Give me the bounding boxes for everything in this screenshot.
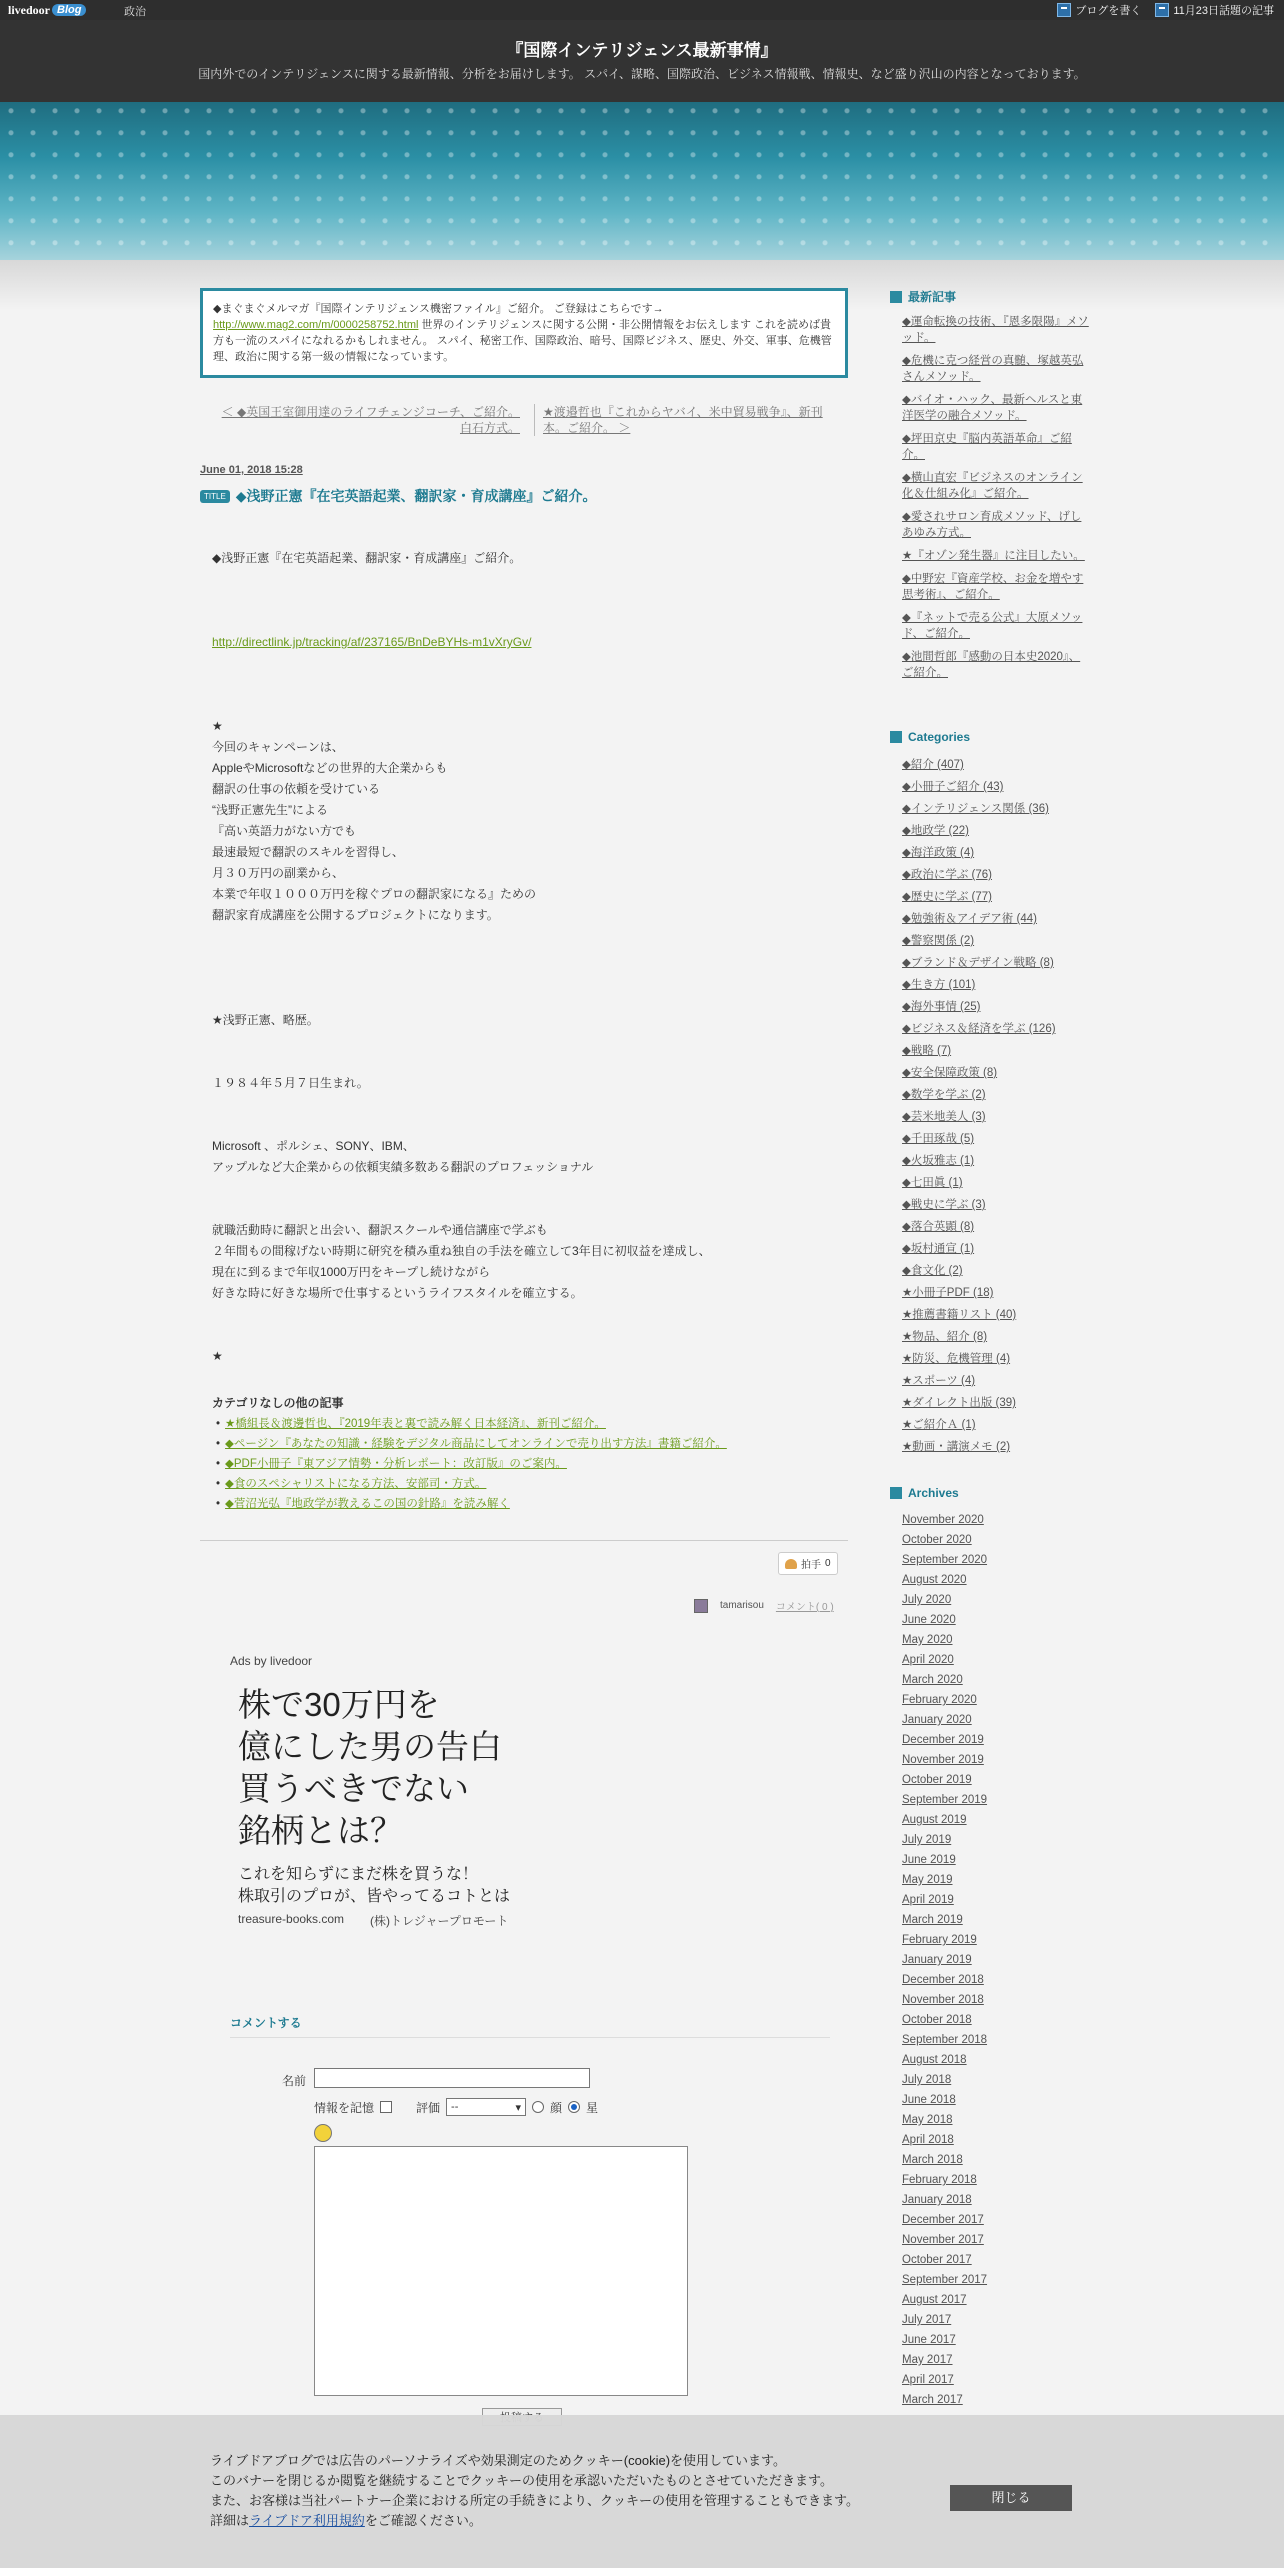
list-item: [902, 1790, 987, 1810]
category-link[interactable]: ◆戦略 (7): [902, 1045, 952, 1057]
category-link[interactable]: ◆食文化 (2): [902, 1265, 963, 1277]
category-link[interactable]: ◆インテリジェンス関係 (36): [902, 803, 1049, 815]
list-item: [902, 1550, 987, 1570]
trending-articles-link[interactable]: [1155, 2, 1274, 18]
list-item: [902, 1084, 1056, 1106]
list-item: [902, 1304, 1056, 1326]
list-item: [902, 1194, 1056, 1216]
list-item: [902, 908, 1056, 930]
rating-select-value: --: [451, 2101, 459, 2113]
archive-month-link[interactable]: July 2017: [902, 2314, 952, 2326]
category-link[interactable]: ◆千田琢哉 (5): [902, 1133, 975, 1145]
comment-options-row: [314, 2098, 598, 2116]
remember-label: 情報を記憶: [314, 2100, 375, 2115]
list-item: [902, 1950, 987, 1970]
list-item: [902, 1870, 987, 1890]
list-item: [902, 952, 1056, 974]
section-square-icon: [890, 1487, 902, 1499]
other-articles-list: [216, 1414, 727, 1514]
archive-month-link[interactable]: April 2019: [902, 1894, 954, 1906]
list-item: [902, 1150, 1056, 1172]
cookie-line4-after: をご確認ください。: [364, 2513, 482, 2528]
list-item: [902, 2310, 987, 2330]
radio-face-label: 顔: [550, 2100, 563, 2115]
archive-month-link[interactable]: August 2018: [902, 2054, 967, 2066]
list-item: [902, 864, 1056, 886]
category-link[interactable]: ◆小冊子ご紹介 (43): [902, 781, 1004, 793]
archive-month-link[interactable]: June 2018: [902, 2094, 956, 2106]
archives-list: [902, 1510, 987, 2410]
list-item: [902, 1414, 1056, 1436]
list-item: [902, 1282, 1056, 1304]
archive-month-link[interactable]: May 2018: [902, 2114, 953, 2126]
post-date[interactable]: June 01, 2018 15:28: [200, 464, 303, 476]
list-item: [902, 1392, 1056, 1414]
list-item: [902, 1172, 1056, 1194]
list-item: [902, 2230, 987, 2250]
category-link[interactable]: ★ご紹介Ａ (1): [902, 1419, 976, 1431]
archives-heading: [890, 1486, 959, 1500]
list-item: [902, 353, 1090, 385]
archive-month-link[interactable]: March 2020: [902, 1674, 963, 1686]
list-item: [902, 1730, 987, 1750]
list-item: [902, 842, 1056, 864]
list-item: [902, 2150, 987, 2170]
topbar-right-links: [1057, 2, 1274, 18]
advertisement[interactable]: [238, 1684, 558, 1928]
list-item: [902, 649, 1090, 681]
post-paragraph: ★浅野正憲、略歴。: [212, 1013, 319, 1027]
archive-month-link[interactable]: July 2018: [902, 2074, 952, 2086]
cookie-line: [210, 2511, 859, 2531]
ad-headline: 株で30万円を 億にした男の告白 買うべきでない 銘柄とは？: [238, 1686, 502, 1849]
list-item: [902, 2210, 987, 2230]
category-link[interactable]: ◆安全保障政策 (8): [902, 1067, 998, 1079]
category-link[interactable]: ◆海洋政策 (4): [902, 847, 975, 859]
list-item: [902, 754, 1056, 776]
name-label: 名前: [282, 2074, 307, 2088]
recent-article-link[interactable]: ◆池間哲郎『感動の日本史2020』、ご紹介。: [902, 651, 1081, 679]
archive-month-link[interactable]: May 2019: [902, 1874, 953, 1886]
list-item: [902, 1348, 1056, 1370]
blog-title[interactable]: 『国際インテリジェンス最新事情』: [506, 41, 778, 60]
archive-month-link[interactable]: September 2019: [902, 1794, 988, 1806]
archive-month-link[interactable]: January 2018: [902, 2194, 972, 2206]
list-item: [902, 1770, 987, 1790]
archive-month-link[interactable]: August 2019: [902, 1814, 967, 1826]
recent-article-link[interactable]: ◆愛されサロン育成メソッド、げしあゆみ方式。: [902, 511, 1082, 539]
archive-month-link[interactable]: January 2020: [902, 1714, 972, 1726]
category-link[interactable]: ◆七田眞 (1): [902, 1177, 963, 1189]
archive-month-link[interactable]: June 2017: [902, 2334, 956, 2346]
clap-count: 0: [825, 1558, 831, 1569]
logo-blog-text: Blog: [52, 4, 86, 16]
radio-star-label: 星: [586, 2100, 599, 2115]
cookie-text: [210, 2451, 859, 2531]
category-link[interactable]: ★動画・講演メモ (2): [902, 1441, 1011, 1453]
list-item: [902, 1570, 987, 1590]
archive-month-link[interactable]: November 2020: [902, 1514, 984, 1526]
list-item: [902, 1370, 1056, 1392]
category-link[interactable]: ◆戦史に学ぶ (3): [902, 1199, 986, 1211]
category-link[interactable]: ★推薦書籍リスト (40): [902, 1309, 1017, 1321]
category-link[interactable]: ◆海外事情 (25): [902, 1001, 981, 1013]
archive-month-link[interactable]: December 2017: [902, 2214, 984, 2226]
list-item: [902, 1238, 1056, 1260]
list-item: [902, 2130, 987, 2150]
list-item: [902, 2010, 987, 2030]
archive-month-link[interactable]: February 2020: [902, 1694, 977, 1706]
clap-button[interactable]: [778, 1552, 838, 1575]
list-item: [902, 1970, 987, 1990]
post-paragraph: ★ 今回のキャンペーンは、 AppleやMicrosoftなどの世界的大企業からも 翻訳の仕事の依頼を受けている “浅野正憲先生”による 『高い英語力がない方でも 最速最短で翻訳のスキルを習得し、 月３０万円の副業から、 本業で年収１０００万円を稼ぐプロの翻訳家になる』ための 翻訳家育成講座を公開するプロジェクトになります。: [212, 719, 537, 922]
post-paragraph: １９８４年５月７日生まれ。: [212, 1076, 369, 1090]
list-item: [902, 886, 1056, 908]
ad-subtext: これを知らずにまだ株を買うな！ 株取引のプロが、皆やってるコトとは: [238, 1866, 511, 1905]
prev-post-link[interactable]: ＜ ◆英国王室御用達のライフチェンジコーチ、ご紹介。白石方式。: [221, 405, 520, 435]
list-item: [902, 509, 1090, 541]
other-article-link[interactable]: ◆PDF小冊子『東アジア情勢・分析レポート：改訂版』のご案内。: [225, 1458, 567, 1470]
header-banner-image: [0, 102, 1284, 260]
list-item: [902, 776, 1056, 798]
category-link[interactable]: ★ダイレクト出版 (39): [902, 1397, 1016, 1409]
category-link[interactable]: ◆地政学 (22): [902, 825, 969, 837]
recent-article-link[interactable]: ★『オゾン発生器』に注目したい。: [902, 550, 1085, 562]
list-item: [902, 392, 1090, 424]
rating-label: 評価: [416, 2100, 441, 2115]
category-link[interactable]: ★小冊子PDF (18): [902, 1287, 994, 1299]
recent-articles-heading: [890, 288, 956, 305]
categories-heading: [890, 730, 970, 744]
archive-month-link[interactable]: December 2018: [902, 1974, 984, 1986]
archive-month-link[interactable]: September 2020: [902, 1554, 988, 1566]
rating-select[interactable]: [446, 2098, 526, 2116]
list-item: [902, 820, 1056, 842]
archive-month-link[interactable]: April 2017: [902, 2374, 954, 2386]
category-link[interactable]: ◆警察関係 (2): [902, 935, 975, 947]
archive-month-link[interactable]: April 2020: [902, 1654, 954, 1666]
ads-label: Ads by livedoor: [230, 1654, 313, 1668]
recent-article-link[interactable]: ◆横山直宏『ビジネスのオンライン化＆仕組み化』ご紹介。: [902, 472, 1083, 500]
list-item: [902, 1890, 987, 1910]
list-item: [216, 1414, 727, 1434]
recent-articles-list: [902, 314, 1090, 688]
list-item: [902, 1750, 987, 1770]
archive-month-link[interactable]: September 2018: [902, 2034, 988, 2046]
archive-month-link[interactable]: October 2019: [902, 1774, 972, 1786]
archive-month-link[interactable]: November 2017: [902, 2234, 984, 2246]
archive-month-link[interactable]: August 2020: [902, 1574, 967, 1586]
cookie-line: ライブドアブログでは広告のパーソナライズや効果測定のためクッキー(cookie)を使用しています。: [210, 2453, 786, 2468]
recent-article-link[interactable]: ◆中野宏『資産学校、お金を増やす思考術』、ご紹介。: [902, 573, 1084, 601]
post-divider: [200, 1540, 848, 1541]
comment-form-heading: コメントする: [230, 2014, 830, 2038]
other-article-link[interactable]: ★橋組長＆渡邊哲也、『2019年表と裏で読み解く日本経済』、新刊ご紹介。: [225, 1418, 606, 1430]
list-item: [902, 2170, 987, 2190]
post-paragraph: 就職活動時に翻訳と出会い、翻訳スクールや通信講座で学ぶも ２年間もの間稼げない時期に研究を積み重ね独自の手法を確立して3年目に初収益を達成し、 現在に到るまで年収1000万円をキープし続けながら 好きな時に好きな場所で仕事するというライフスタイルを確立する。: [212, 1223, 711, 1300]
category-link[interactable]: ★スポーツ (4): [902, 1375, 976, 1387]
category-link[interactable]: ★防災、危機管理 (4): [902, 1353, 1011, 1365]
clap-icon: [785, 1559, 797, 1569]
list-item: [902, 798, 1056, 820]
list-item: [902, 2330, 987, 2350]
archive-month-link[interactable]: March 2019: [902, 1914, 963, 1926]
archive-month-link[interactable]: October 2017: [902, 2254, 972, 2266]
list-item: [902, 571, 1090, 603]
list-item: [902, 1216, 1056, 1238]
list-item: [902, 1630, 987, 1650]
list-item: [902, 2370, 987, 2390]
category-link[interactable]: ◆生き方 (101): [902, 979, 976, 991]
archive-month-link[interactable]: June 2019: [902, 1854, 956, 1866]
post-body: [212, 548, 832, 1367]
category-link[interactable]: ◆数学を学ぶ (2): [902, 1089, 986, 1101]
list-item: [902, 2110, 987, 2130]
list-item: [902, 1650, 987, 1670]
list-item: [902, 974, 1056, 996]
post-paragraph: ★: [212, 1349, 223, 1363]
section-square-icon: [890, 291, 902, 303]
archive-month-link[interactable]: May 2020: [902, 1634, 953, 1646]
trending-label: 11月23日話題の記事: [1173, 5, 1274, 17]
list-item: [902, 431, 1090, 463]
archive-month-link[interactable]: September 2017: [902, 2274, 988, 2286]
category-link[interactable]: ◆火坂雅志 (1): [902, 1155, 975, 1167]
category-link[interactable]: ◆勉強術＆アイデア術 (44): [902, 913, 1037, 925]
radio-face[interactable]: [532, 2101, 544, 2113]
list-item: [902, 2390, 987, 2410]
archive-month-link[interactable]: October 2018: [902, 2014, 972, 2026]
recent-article-link[interactable]: ◆バイオ・ハック、最新ヘルスと東洋医学の融合メソッド。: [902, 394, 1083, 422]
list-item: [902, 2090, 987, 2110]
archive-month-link[interactable]: July 2019: [902, 1834, 952, 1846]
notice-text-before: ◆まぐまぐメルマガ『国際インテリジェンス機密ファイル』ご紹介。 ご登録はこちらです→: [213, 303, 664, 315]
archive-month-link[interactable]: December 2019: [902, 1734, 984, 1746]
list-item: [902, 1670, 987, 1690]
archive-month-link[interactable]: August 2017: [902, 2294, 967, 2306]
ad-company: (株)トレジャープロモート: [370, 1914, 509, 1928]
radio-star[interactable]: [568, 2101, 580, 2113]
list-item: [216, 1454, 727, 1474]
other-article-link[interactable]: ◆ページン『あなたの知識・経験をデジタル商品にしてオンラインで売り出す方法』書籍ご紹介。: [225, 1438, 727, 1450]
category-link[interactable]: ◆ビジネス＆経済を学ぶ (126): [902, 1023, 1056, 1035]
list-item: [902, 2070, 987, 2090]
list-item: [902, 930, 1056, 952]
list-item: [902, 2250, 987, 2270]
archive-month-link[interactable]: February 2019: [902, 1934, 977, 1946]
archive-month-link[interactable]: April 2018: [902, 2134, 954, 2146]
recent-articles-title: 最新記事: [908, 290, 957, 304]
category-link[interactable]: ◆政治に学ぶ (76): [902, 869, 992, 881]
calendar-icon: [1155, 3, 1169, 17]
name-input[interactable]: [314, 2068, 590, 2088]
comment-textarea[interactable]: [314, 2146, 688, 2396]
archives-title: Archives: [908, 1486, 959, 1500]
archive-month-link[interactable]: March 2018: [902, 2154, 963, 2166]
list-item: [902, 996, 1056, 1018]
categories-list: [902, 754, 1056, 1458]
terms-link[interactable]: ライブドア利用規約: [249, 2513, 365, 2528]
post-title[interactable]: ◆浅野正憲『在宅英語起業、翻訳家・育成講座』ご紹介。: [235, 488, 597, 504]
other-article-link[interactable]: ◆菅沼光弘『地政学が教えるこの国の針路』を読み解く: [225, 1498, 510, 1510]
list-item: [902, 1062, 1056, 1084]
affiliate-link[interactable]: http://directlink.jp/tracking/af/237165/BnDeBYHs-m1vXryGv/: [212, 635, 532, 649]
recent-article-link[interactable]: ◆『ネットで売る公式』大原メソッド、ご紹介。: [902, 612, 1083, 640]
other-article-link[interactable]: ◆食のスペシャリストになる方法、安部司・方式。: [225, 1478, 487, 1490]
archive-month-link[interactable]: February 2018: [902, 2174, 977, 2186]
list-item: [902, 1810, 987, 1830]
topbar-category-link[interactable]: 政治: [124, 6, 146, 18]
post-author-row: [694, 1598, 834, 1613]
list-item: [902, 610, 1090, 642]
recent-article-link[interactable]: ◆坪田京史『脳内英語革命』ご紹介。: [902, 433, 1072, 461]
cookie-line4-before: 詳細は: [210, 2513, 250, 2528]
recent-article-link[interactable]: ◆危機に克つ経営の真髄、塚越英弘さんメソッド。: [902, 355, 1084, 383]
list-item: [902, 1690, 987, 1710]
livedoor-topbar: [0, 0, 1284, 20]
write-blog-label: ブログを書く: [1075, 5, 1142, 17]
write-blog-link[interactable]: [1057, 2, 1141, 18]
list-item: [902, 314, 1090, 346]
cookie-consent-banner: [0, 2415, 1284, 2568]
blog-description: 国内外でのインテリジェンスに関する最新情報、分析をお届けします。 スパイ、謀略、国際政治、ビジネス情報戦、情報史、など盛り沢山の内容となっております。: [198, 67, 1086, 81]
category-link[interactable]: ◆紹介 (407): [902, 759, 964, 771]
list-item: [902, 2270, 987, 2290]
post-paragraph: ◆浅野正憲『在宅英語起業、翻訳家・育成講座』ご紹介。: [212, 551, 522, 565]
clap-label: 拍手: [801, 1560, 821, 1571]
post-title-row: [200, 486, 597, 506]
ad-footer: [238, 1912, 558, 1929]
author-avatar[interactable]: [694, 1599, 708, 1613]
list-item: [902, 2350, 987, 2370]
archive-month-link[interactable]: July 2020: [902, 1594, 952, 1606]
remember-checkbox[interactable]: [380, 2101, 392, 2113]
list-item: [902, 2050, 987, 2070]
post-navigation: [200, 404, 848, 438]
list-item: [902, 1510, 987, 1530]
list-item: [216, 1434, 727, 1454]
cookie-line: また、お客様は当社パートナー企業における所定の手続きにより、クッキーの使用を管理することもできます。: [210, 2493, 859, 2508]
archive-month-link[interactable]: November 2019: [902, 1754, 984, 1766]
list-item: [902, 470, 1090, 502]
mailmagazine-notice: [200, 288, 848, 378]
category-link[interactable]: ◆芸米地美人 (3): [902, 1111, 986, 1123]
livedoor-blog-logo[interactable]: [8, 2, 104, 18]
list-item: [902, 1106, 1056, 1128]
logo-livedoor-text: livedoor: [8, 2, 50, 17]
list-item: [902, 1610, 987, 1630]
cookie-close-button[interactable]: 閉じる: [950, 2485, 1072, 2511]
list-item: [902, 1590, 987, 1610]
category-link[interactable]: ◆歴史に学ぶ (77): [902, 891, 992, 903]
list-item: [902, 548, 1090, 564]
ad-domain: treasure-books.com: [238, 1912, 345, 1926]
smiley-icon[interactable]: [314, 2124, 332, 2142]
list-item: [902, 1128, 1056, 1150]
list-item: [902, 1326, 1056, 1348]
author-name[interactable]: tamarisou: [720, 1600, 764, 1611]
comment-count-link[interactable]: コメント( 0 ): [775, 1602, 834, 1613]
category-link[interactable]: ◆坂村通宣 (1): [902, 1243, 975, 1255]
other-articles-heading: カテゴリなしの他の記事: [212, 1396, 344, 1410]
notice-link[interactable]: http://www.mag2.com/m/0000258752.html: [213, 319, 419, 331]
title-badge: TITLE: [200, 490, 230, 503]
list-item: [902, 1850, 987, 1870]
list-item: [902, 1260, 1056, 1282]
list-item: [902, 1930, 987, 1950]
blog-header: [0, 20, 1284, 102]
list-item: [216, 1494, 727, 1514]
list-item: [902, 1018, 1056, 1040]
post-paragraph: Microsoft 、ポルシェ、SONY、IBM、 アップルなど大企業からの依頼実績多数ある翻訳のプロフェッショナル: [212, 1139, 594, 1174]
list-item: [902, 1910, 987, 1930]
archive-month-link[interactable]: November 2018: [902, 1994, 984, 2006]
notice-text-after: 世界のインテリジェンスに関する公開・非公開情報をお伝えします これを読めば貴方も一流のスパイになれるかもしれません。 スパイ、秘密工作、国際政治、暗号、国際ビジネス、歴史、外交、軍事、危機管理、政治に関する第一級の情報になっています。: [213, 319, 832, 363]
list-item: [902, 1436, 1056, 1458]
category-link[interactable]: ★物品、紹介 (8): [902, 1331, 988, 1343]
categories-title: Categories: [908, 730, 971, 744]
section-square-icon: [890, 731, 902, 743]
category-link[interactable]: ◆ブランド＆デザイン戦略 (8): [902, 957, 1054, 969]
list-item: [902, 1040, 1056, 1062]
list-item: [902, 1830, 987, 1850]
list-item: [902, 2190, 987, 2210]
list-item: [902, 1530, 987, 1550]
archive-month-link[interactable]: May 2017: [902, 2354, 953, 2366]
list-item: [902, 1990, 987, 2010]
archive-month-link[interactable]: June 2020: [902, 1614, 956, 1626]
recent-article-link[interactable]: ◆運命転換の技術、『恩多限陽』メソッド。: [902, 316, 1089, 344]
archive-month-link[interactable]: March 2017: [902, 2394, 963, 2406]
cookie-line: このバナーを閉じるか閲覧を継続することでクッキーの使用を承認いただいたものとさせていただきます。: [210, 2473, 833, 2488]
list-item: [216, 1474, 727, 1494]
archive-month-link[interactable]: January 2019: [902, 1954, 972, 1966]
archive-month-link[interactable]: October 2020: [902, 1534, 972, 1546]
list-item: [902, 2030, 987, 2050]
list-item: [902, 2290, 987, 2310]
category-link[interactable]: ◆落合英顕 (8): [902, 1221, 975, 1233]
chevron-down-icon: ▾: [515, 2101, 522, 2114]
next-post-link[interactable]: ★渡邉哲也『これからヤバイ、米中貿易戦争』、新刊本。ご紹介。 ＞: [543, 405, 823, 435]
list-item: [902, 1710, 987, 1730]
pencil-icon: [1057, 3, 1071, 17]
